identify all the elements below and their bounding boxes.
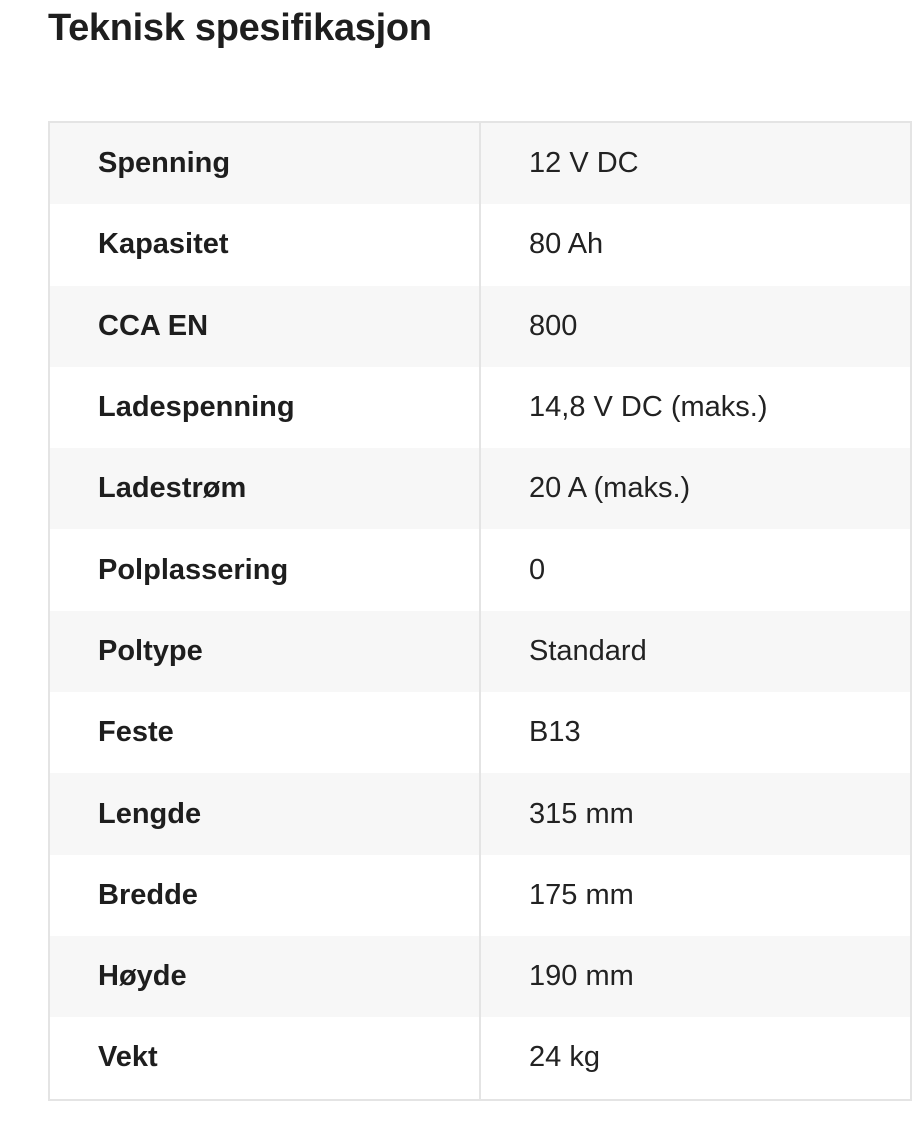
spec-value: 175 mm: [529, 878, 634, 911]
spec-row-hoyde: [50, 936, 910, 1017]
spec-value: 24 kg: [529, 1041, 600, 1074]
page-title: Teknisk spesifikasjon: [48, 7, 432, 49]
spec-value: 12 V DC: [529, 147, 639, 180]
spec-row-ladestrom: [50, 448, 910, 529]
spec-label: Lengde: [50, 773, 481, 854]
spec-value: 80 Ah: [529, 228, 604, 261]
spec-row-vekt: [50, 1017, 910, 1098]
spec-label: Spenning: [50, 123, 481, 204]
spec-row-kapasitet: [50, 204, 910, 285]
spec-value: B13: [529, 716, 581, 749]
spec-label: Høyde: [50, 936, 481, 1017]
spec-label: Polplassering: [50, 529, 481, 610]
spec-label: Poltype: [50, 611, 481, 692]
spec-table: [48, 121, 912, 1101]
spec-row-cca-en: [50, 286, 910, 367]
spec-row-feste: [50, 692, 910, 773]
spec-row-ladespenning: [50, 367, 910, 448]
spec-value: 315 mm: [529, 797, 634, 830]
spec-label: Bredde: [50, 855, 481, 936]
spec-value: Standard: [529, 634, 647, 667]
spec-value: 190 mm: [529, 960, 634, 993]
spec-value: 0: [529, 553, 546, 586]
spec-label: Kapasitet: [50, 204, 481, 285]
spec-label: Ladestrøm: [50, 448, 481, 529]
spec-row-polplassering: [50, 529, 910, 610]
spec-row-spenning: [50, 123, 910, 204]
spec-row-bredde: [50, 855, 910, 936]
spec-label: CCA EN: [50, 286, 481, 367]
spec-row-lengde: [50, 773, 910, 854]
spec-value: 14,8 V DC (maks.): [529, 391, 768, 424]
spec-label: Ladespenning: [50, 367, 481, 448]
spec-value: 800: [529, 309, 578, 342]
spec-value: 20 A (maks.): [529, 472, 691, 505]
spec-label: Feste: [50, 692, 481, 773]
spec-row-poltype: [50, 611, 910, 692]
spec-label: Vekt: [50, 1017, 481, 1098]
